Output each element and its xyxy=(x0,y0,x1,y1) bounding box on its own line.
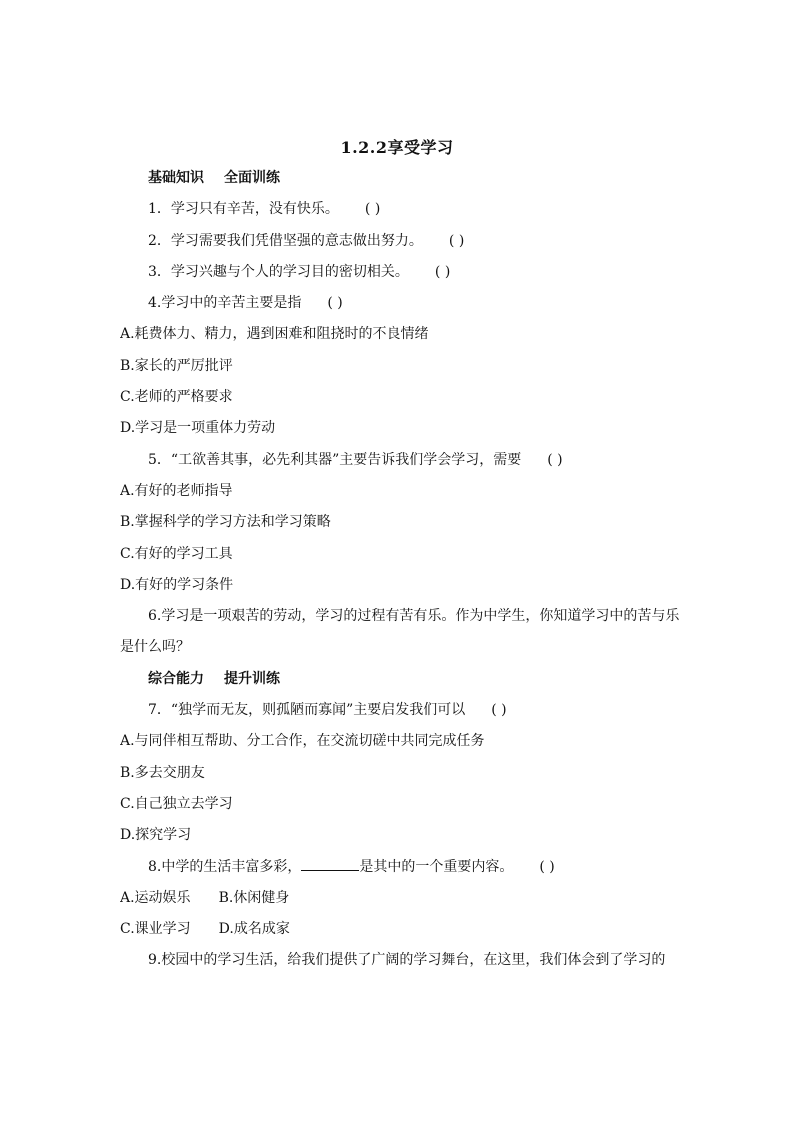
worksheet-content xyxy=(120,167,680,981)
question-5-option-d: D.有好的学习条件 xyxy=(120,576,234,593)
question-5-option-b: B.掌握科学的学习方法和学习策略 xyxy=(120,514,331,531)
question-text-before: 8.中学的生活丰富多彩， xyxy=(148,858,302,875)
question-text: 2．学习需要我们凭借坚强的意志做出努力。 xyxy=(148,232,423,249)
question-4-option-d: D.学习是一项重体力劳动 xyxy=(120,420,276,437)
question-4-option-a: A.耗费体力、精力，遇到困难和阻挠时的不良情绪 xyxy=(120,326,429,343)
question-text: 5．“工欲善其事，必先利其器”主要告诉我们学会学习，需要 xyxy=(148,451,522,468)
answer-blank: ( ) xyxy=(327,295,343,312)
question-text: 1．学习只有辛苦，没有快乐。 xyxy=(148,201,339,218)
question-5-option-c: C.有好的学习工具 xyxy=(120,545,233,562)
answer-blank: ( ) xyxy=(539,858,555,875)
question-4-option-b: B.家长的严厉批评 xyxy=(120,357,233,374)
question-text-after: 是其中的一个重要内容。 xyxy=(359,858,514,875)
answer-blank: ( ) xyxy=(448,232,465,249)
question-8-option-d: D.成名成家 xyxy=(218,921,290,938)
question-8-option-b: B.休闲健身 xyxy=(218,889,290,906)
question-text: 3．学习兴趣与个人的学习目的密切相关。 xyxy=(148,263,409,280)
question-7-option-c: C.自己独立去学习 xyxy=(120,795,233,812)
section-heading-basic xyxy=(120,167,680,198)
answer-blank: ( ) xyxy=(547,451,563,468)
section-heading-part-b: 全面训练 xyxy=(224,170,280,186)
question-text: 7．“独学而无友，则孤陋而寡闻”主要启发我们可以 xyxy=(148,702,466,719)
answer-blank: ( ) xyxy=(364,201,381,218)
question-3 xyxy=(120,261,680,292)
question-8-options-row-2 xyxy=(120,918,680,949)
question-7 xyxy=(120,699,680,730)
question-4-option-c: C.老师的严格要求 xyxy=(120,389,233,406)
question-7-option-b: B.多去交朋友 xyxy=(120,764,205,781)
question-9: 9.校园中的学习生活，给我们提供了广阔的学习舞台，在这里，我们体会到了学习的 xyxy=(148,952,666,969)
question-8-option-c: C.课业学习 xyxy=(120,921,191,938)
section-heading-part-b: 提升训练 xyxy=(224,670,280,687)
question-6-line-1: 6.学习是一项艰苦的劳动，学习的过程有苦有乐。作为中学生，你知道学习中的苦与乐 xyxy=(148,608,680,625)
question-text: 4.学习中的辛苦主要是指 xyxy=(148,295,302,312)
question-1 xyxy=(120,198,680,229)
section-heading-advanced xyxy=(120,668,680,699)
section-heading-part-a: 综合能力 xyxy=(148,670,204,687)
fill-in-blank-line xyxy=(301,856,359,871)
question-4 xyxy=(120,292,680,323)
page-title: 1.2.2享受学习 xyxy=(340,138,454,157)
question-8-option-a: A.运动娱乐 xyxy=(120,889,191,906)
question-8-options-row-1 xyxy=(120,887,680,918)
question-8 xyxy=(120,856,680,887)
question-6-line-2: 是什么吗？ xyxy=(120,639,190,656)
question-7-option-a: A.与同伴相互帮助、分工合作，在交流切磋中共同完成任务 xyxy=(120,733,485,750)
question-5-option-a: A.有好的老师指导 xyxy=(120,482,233,499)
question-2 xyxy=(120,230,680,261)
question-7-option-d: D.探究学习 xyxy=(120,827,192,844)
section-heading-part-a: 基础知识 xyxy=(148,170,204,186)
question-5 xyxy=(120,449,680,480)
answer-blank: ( ) xyxy=(491,702,507,719)
answer-blank: ( ) xyxy=(434,263,451,280)
